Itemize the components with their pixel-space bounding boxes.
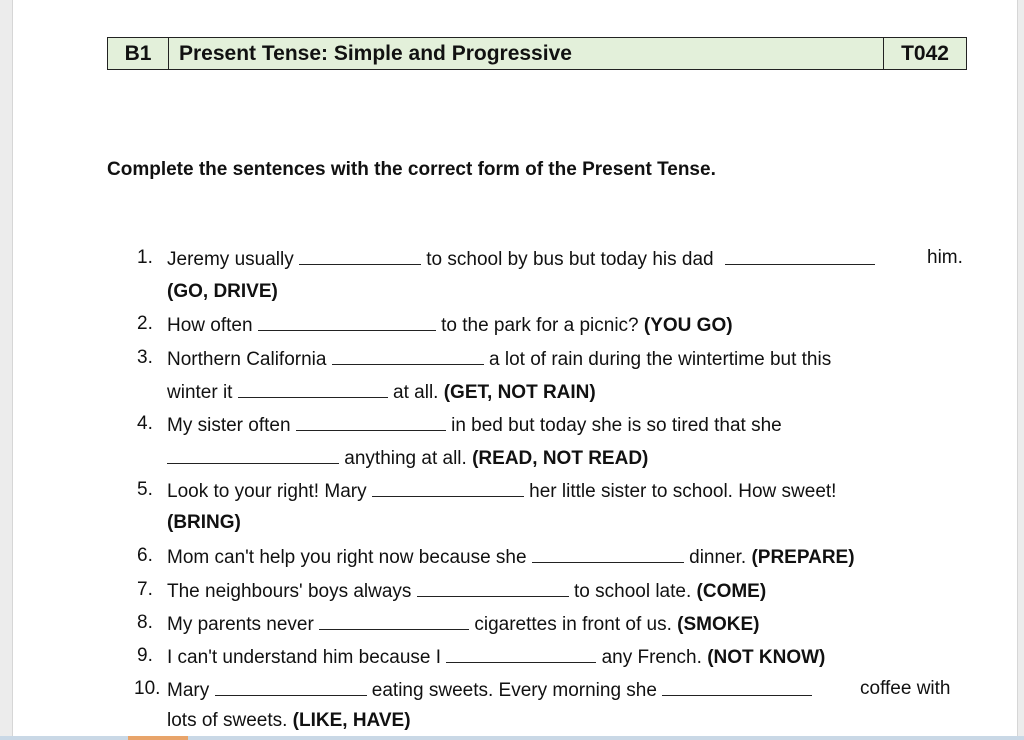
verb-hint: (GO, DRIVE) — [167, 281, 278, 302]
scroll-indicator[interactable] — [128, 736, 188, 740]
worksheet-header — [107, 37, 967, 70]
level-cell: B1 — [108, 38, 169, 70]
verb-hint: (LIKE, HAVE) — [292, 710, 411, 731]
instruction: Complete the sentences with the correct form of the Present Tense. — [107, 159, 716, 180]
item-text: My sister often — [167, 415, 291, 436]
viewer-bottom-bar — [0, 736, 1024, 740]
verb-hint: (NOT KNOW) — [707, 647, 826, 668]
item-text: to school late. — [574, 581, 692, 602]
answer-blank[interactable] — [258, 312, 436, 331]
answer-blank[interactable] — [319, 611, 469, 630]
item-text: a lot of rain during the wintertime but this — [489, 349, 832, 370]
verb-hint: (COME) — [696, 581, 767, 602]
item-number: 8. — [137, 612, 153, 633]
item-text: I can't understand him because I — [167, 647, 442, 668]
item-text: winter it — [167, 382, 233, 403]
code-cell: T042 — [884, 38, 967, 70]
item-text: any French. — [601, 647, 702, 668]
verb-hint: (READ, NOT READ) — [472, 448, 649, 469]
item-text: How often — [167, 315, 253, 336]
item-text: cigarettes in front of us. — [474, 614, 672, 635]
item-number: 5. — [137, 479, 153, 500]
title-cell: Present Tense: Simple and Progressive — [169, 38, 884, 70]
item-text: My parents never — [167, 614, 314, 635]
answer-blank[interactable] — [372, 478, 524, 497]
item-text: to school by bus but today his dad — [426, 249, 714, 270]
item-text: to the park for a picnic? — [441, 315, 639, 336]
answer-blank[interactable] — [446, 644, 596, 663]
item-text: The neighbours' boys always — [167, 581, 412, 602]
verb-hint: (PREPARE) — [751, 547, 855, 568]
item-number: 4. — [137, 413, 153, 434]
answer-blank[interactable] — [532, 544, 684, 563]
item-number: 2. — [137, 313, 153, 334]
verb-hint: (SMOKE) — [677, 614, 760, 635]
item-text: eating sweets. Every morning she — [371, 680, 657, 701]
verb-hint: (BRING) — [167, 512, 241, 533]
answer-blank[interactable] — [167, 445, 339, 464]
item-text: dinner. — [689, 547, 747, 568]
answer-blank[interactable] — [299, 246, 421, 265]
item-text: at all. — [393, 382, 439, 403]
item-text: anything at all. — [344, 448, 467, 469]
item-text: Mom can't help you right now because she — [167, 547, 527, 568]
answer-blank[interactable] — [215, 677, 367, 696]
item-text: Mary — [167, 680, 210, 701]
answer-blank[interactable] — [332, 346, 484, 365]
item-number: 9. — [137, 645, 153, 666]
answer-blank[interactable] — [417, 578, 569, 597]
item-number: 1. — [137, 247, 153, 268]
answer-blank[interactable] — [238, 379, 388, 398]
item-number: 7. — [137, 579, 153, 600]
item-number: 6. — [137, 545, 153, 566]
item-text: Look to your right! Mary — [167, 481, 367, 502]
item-number: 10. — [134, 678, 161, 699]
item-text: Northern California — [167, 349, 327, 370]
verb-hint: (GET, NOT RAIN) — [443, 382, 596, 403]
answer-blank[interactable] — [725, 246, 875, 265]
answer-blank[interactable] — [662, 677, 812, 696]
item-text: lots of sweets. — [167, 710, 288, 731]
item-text: him. — [927, 247, 963, 268]
item-number: 3. — [137, 347, 153, 368]
answer-blank[interactable] — [296, 412, 446, 431]
item-text: in bed but today she is so tired that she — [451, 415, 782, 436]
item-text: Jeremy usually — [167, 249, 294, 270]
verb-hint: (YOU GO) — [643, 315, 733, 336]
item-text: coffee with — [860, 678, 951, 699]
item-text: her little sister to school. How sweet! — [529, 481, 837, 502]
